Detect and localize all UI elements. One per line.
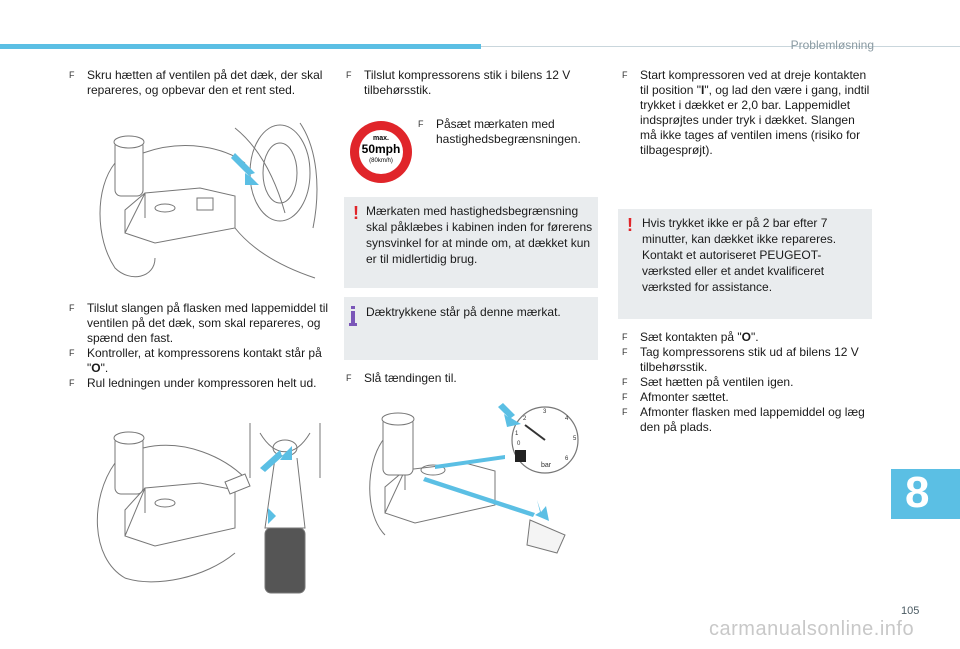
gauge-tick-4: 4 xyxy=(565,416,569,422)
compressor-valve-illustration xyxy=(85,118,325,290)
checkbox-bullet-icon: F xyxy=(69,378,75,388)
speed-limit-sign xyxy=(348,119,414,185)
warning-box-sticker: ! Mærkaten med hastighedsbegrænsning skal påklæbes i kabinen inden for førerens synsvinkel for at minde om, at dækket kun er til midlertidig brug. xyxy=(344,197,598,288)
checkbox-bullet-icon: F xyxy=(622,332,628,342)
col1-bullet1: F Skru hætten af ventilen på det dæk, der skal repareres, og opbevar den et rent sted. xyxy=(69,68,323,97)
checkbox-bullet-icon: F xyxy=(622,392,628,402)
col3-bullet1: F Start kompressoren ved at dreje kontakten til position "I", og lad den være i gang, indtil trykket i dækket er 2,0 bar. Lappemidlet indsprøjtes under tryk i dækket. Slangen må ikke tages af ventilen imens (risiko for tilbagesprøjt). xyxy=(622,68,870,157)
checkbox-bullet-icon: F xyxy=(622,347,628,357)
info-icon xyxy=(351,311,355,325)
checkbox-bullet-icon: F xyxy=(346,373,352,383)
gauge-unit: bar xyxy=(541,462,552,469)
gauge-tick-2: 2 xyxy=(523,416,527,422)
col2-sticker-bullet: F Påsæt mærkaten med hastighedsbegrænsningen. xyxy=(418,117,581,146)
col1-bullets2: F Tilslut slangen på flasken med lappemiddel til ventilen på det dæk, som skal repareres, og spænd den fast. F Kontroller, at kompressorens kontakt står på "O". F Rul ledningen under kompressoren helt ud. xyxy=(69,301,329,390)
sign-kmh-text: (80km/h) xyxy=(369,158,393,164)
info-box-pressure: Dæktrykkene står på denne mærkat. xyxy=(344,297,598,360)
checkbox-bullet-icon: F xyxy=(622,377,628,387)
checkbox-bullet-icon: F xyxy=(69,348,75,358)
section-title: Problemløsning xyxy=(790,38,874,52)
page-number: 105 xyxy=(901,605,920,617)
gauge-tick-6: 6 xyxy=(565,456,569,462)
gauge-tick-3: 3 xyxy=(543,409,547,415)
gauge-tick-1: 1 xyxy=(515,431,519,437)
watermark: carmanualsonline.info xyxy=(709,618,915,640)
checkbox-bullet-icon: F xyxy=(418,119,424,129)
gauge-tick-0: 0 xyxy=(517,441,521,447)
hose-connection-illustration xyxy=(85,418,325,596)
checkbox-bullet-icon: F xyxy=(346,70,352,80)
chapter-number: 8 xyxy=(905,468,930,517)
checkbox-bullet-icon: F xyxy=(622,70,628,80)
header-accent-bar xyxy=(0,44,481,49)
checkbox-bullet-icon: F xyxy=(622,407,628,417)
header-divider xyxy=(481,46,960,47)
sign-max-text: max. xyxy=(373,135,389,142)
exclamation-icon: ! xyxy=(353,203,359,223)
gauge-tick-5: 5 xyxy=(573,436,577,442)
col3-bullets2: F Sæt kontakten på "O". F Tag kompressorens stik ud af bilens 12 V tilbehørsstik. F Sæt hætten på ventilen igen. F Afmonter sættet. F Afmonter flasken med lappemiddel og læg den på plads. xyxy=(622,330,865,434)
col2-ignition-bullet: F Slå tændingen til. xyxy=(346,371,457,385)
gauge-illustration xyxy=(365,395,595,560)
sign-speed-text: 50mph xyxy=(361,142,401,156)
checkbox-bullet-icon: F xyxy=(69,303,75,313)
warning-box-pressure: ! Hvis trykket ikke er på 2 bar efter 7 minutter, kan dækket ikke repareres. Kontakt et autoriseret PEUGEOT-værksted eller et andet kvalificeret værksted for assistance. xyxy=(618,209,872,319)
exclamation-icon: ! xyxy=(627,215,633,235)
checkbox-bullet-icon: F xyxy=(69,70,75,80)
col2-bullet1: F Tilslut kompressorens stik i bilens 12 V tilbehørsstik. xyxy=(346,68,571,97)
